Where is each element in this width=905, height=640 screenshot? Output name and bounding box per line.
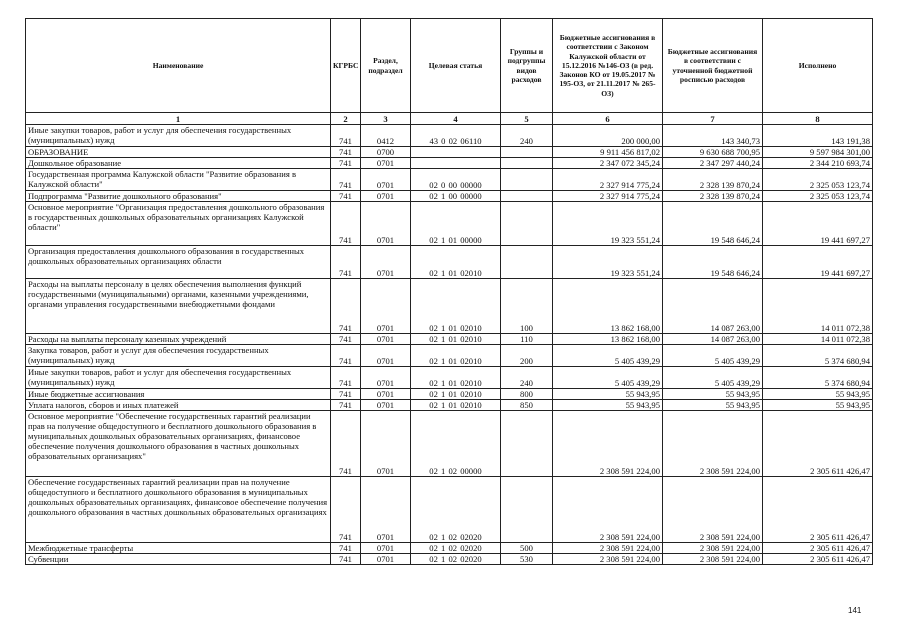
row-budget-law-cell: 9 911 456 817,02 [553, 147, 663, 158]
row-name-cell: Подпрограмма "Развитие дошкольного образования" [26, 191, 331, 202]
row-executed-cell: 143 191,38 [763, 125, 873, 147]
table-row [26, 345, 873, 367]
header-row [26, 19, 873, 113]
row-budget-refined-cell: 9 630 688 700,95 [663, 147, 763, 158]
row-budget-refined-cell: 2 308 591 224,00 [663, 543, 763, 554]
row-executed-cell: 2 325 053 123,74 [763, 169, 873, 191]
row-budget-law-cell: 55 943,95 [553, 400, 663, 411]
column-number: 1 [26, 113, 331, 125]
row-target-cell: 02 1 01 02010 [411, 334, 501, 345]
row-section-cell: 0701 [361, 279, 411, 334]
column-number: 3 [361, 113, 411, 125]
row-executed-cell: 9 597 984 301,00 [763, 147, 873, 158]
column-number: 4 [411, 113, 501, 125]
row-section-cell: 0701 [361, 543, 411, 554]
row-kgrbs-cell: 741 [331, 202, 361, 246]
column-number: 2 [331, 113, 361, 125]
row-name-cell: Дошкольное образование [26, 158, 331, 169]
row-budget-law-cell: 2 308 591 224,00 [553, 543, 663, 554]
row-executed-cell: 19 441 697,27 [763, 202, 873, 246]
column-number: 6 [553, 113, 663, 125]
row-name-cell: Расходы на выплаты персоналу в целях обеспечения выполнения функций государственными (муниципальными) органами, казенными учреждениями, органами управления государственными внебюджетными фондами [26, 279, 331, 334]
row-section-cell: 0412 [361, 125, 411, 147]
row-target-cell: 02 1 01 02010 [411, 400, 501, 411]
header-group: Группы и подгруппы видов расходов [501, 19, 553, 113]
row-executed-cell: 19 441 697,27 [763, 246, 873, 279]
row-budget-law-cell: 13 862 168,00 [553, 279, 663, 334]
table-row [26, 191, 873, 202]
row-kgrbs-cell: 741 [331, 411, 361, 477]
row-group-cell: 100 [501, 279, 553, 334]
row-group-cell: 240 [501, 367, 553, 389]
row-kgrbs-cell: 741 [331, 191, 361, 202]
row-name-cell: Иные закупки товаров, работ и услуг для обеспечения государственных (муниципальных) нужд [26, 125, 331, 147]
header-name: Наименование [26, 19, 331, 113]
row-budget-law-cell: 2 327 914 775,24 [553, 191, 663, 202]
row-target-cell: 02 1 02 02020 [411, 477, 501, 543]
column-number-row [26, 113, 873, 125]
row-budget-law-cell: 13 862 168,00 [553, 334, 663, 345]
row-budget-law-cell: 5 405 439,29 [553, 345, 663, 367]
row-budget-refined-cell: 5 405 439,29 [663, 367, 763, 389]
row-name-cell: Расходы на выплаты персоналу казенных учреждений [26, 334, 331, 345]
table-row [26, 367, 873, 389]
header-budget-law: Бюджетные ассигнования в соответствии с Законом Калужской области от 15.12.2016 №146-ОЗ (в ред. Законов КО от 19.05.2017 № 195-ОЗ, от 21.11.2017 № 265-ОЗ) [553, 19, 663, 113]
row-name-cell: Иные закупки товаров, работ и услуг для обеспечения государственных (муниципальных) нужд [26, 367, 331, 389]
row-budget-refined-cell: 55 943,95 [663, 400, 763, 411]
table-row [26, 147, 873, 158]
table-row [26, 543, 873, 554]
header-kgrbs: КГРБС [331, 19, 361, 113]
row-target-cell: 02 1 01 02010 [411, 279, 501, 334]
row-name-cell: Иные бюджетные ассигнования [26, 389, 331, 400]
row-budget-law-cell: 5 405 439,29 [553, 367, 663, 389]
row-executed-cell: 2 305 611 426,47 [763, 411, 873, 477]
row-budget-law-cell: 2 308 591 224,00 [553, 554, 663, 565]
row-kgrbs-cell: 741 [331, 477, 361, 543]
row-section-cell: 0701 [361, 191, 411, 202]
row-executed-cell: 5 374 680,94 [763, 367, 873, 389]
row-executed-cell: 55 943,95 [763, 400, 873, 411]
table-row [26, 411, 873, 477]
row-target-cell: 02 1 00 00000 [411, 191, 501, 202]
row-budget-refined-cell: 2 308 591 224,00 [663, 477, 763, 543]
table-row [26, 169, 873, 191]
row-budget-law-cell: 19 323 551,24 [553, 246, 663, 279]
row-group-cell: 800 [501, 389, 553, 400]
row-budget-refined-cell: 2 328 139 870,24 [663, 169, 763, 191]
header-section: Раздел, подраздел [361, 19, 411, 113]
table-row [26, 246, 873, 279]
row-executed-cell: 2 325 053 123,74 [763, 191, 873, 202]
row-name-cell: Организация предоставления дошкольного образования в государственных дошкольных образовательных организациях области [26, 246, 331, 279]
row-group-cell [501, 158, 553, 169]
row-group-cell [501, 191, 553, 202]
row-section-cell: 0701 [361, 202, 411, 246]
table-body [26, 125, 873, 565]
row-name-cell: Межбюджетные трансферты [26, 543, 331, 554]
row-budget-refined-cell: 143 340,73 [663, 125, 763, 147]
table-row [26, 334, 873, 345]
row-section-cell: 0701 [361, 400, 411, 411]
row-target-cell [411, 158, 501, 169]
row-budget-law-cell: 2 308 591 224,00 [553, 477, 663, 543]
row-section-cell: 0701 [361, 246, 411, 279]
row-kgrbs-cell: 741 [331, 279, 361, 334]
row-kgrbs-cell: 741 [331, 543, 361, 554]
row-group-cell [501, 169, 553, 191]
row-executed-cell: 2 305 611 426,47 [763, 477, 873, 543]
row-budget-refined-cell: 14 087 263,00 [663, 334, 763, 345]
row-section-cell: 0701 [361, 158, 411, 169]
row-name-cell: Обеспечение государственных гарантий реализации прав на получение общедоступного и бесплатного дошкольного образования в муниципальных дошкольных образовательных организациях, финансовое обеспечение получения дошкольного образования в частных дошкольных образовательных организациях [26, 477, 331, 543]
table-row [26, 554, 873, 565]
row-target-cell: 02 1 01 00000 [411, 202, 501, 246]
row-name-cell: Государственная программа Калужской области "Развитие образования в Калужской области" [26, 169, 331, 191]
column-number: 5 [501, 113, 553, 125]
row-budget-refined-cell: 19 548 646,24 [663, 246, 763, 279]
row-name-cell: Основное мероприятие "Организация предоставления дошкольного образования в государственных дошкольных образовательных организациях Калужской области" [26, 202, 331, 246]
row-executed-cell: 14 011 072,38 [763, 279, 873, 334]
table-row [26, 158, 873, 169]
table-row [26, 400, 873, 411]
row-group-cell: 110 [501, 334, 553, 345]
row-budget-refined-cell: 2 308 591 224,00 [663, 554, 763, 565]
row-target-cell: 02 1 02 02020 [411, 543, 501, 554]
row-group-cell [501, 202, 553, 246]
row-budget-law-cell: 200 000,00 [553, 125, 663, 147]
table-row [26, 477, 873, 543]
row-budget-refined-cell: 2 308 591 224,00 [663, 411, 763, 477]
header-executed: Исполнено [763, 19, 873, 113]
row-budget-refined-cell: 19 548 646,24 [663, 202, 763, 246]
header-budget-refined: Бюджетные ассигнования в соответствии с уточненной бюджетной росписью расходов [663, 19, 763, 113]
row-kgrbs-cell: 741 [331, 554, 361, 565]
row-section-cell: 0701 [361, 367, 411, 389]
row-target-cell: 02 1 01 02010 [411, 345, 501, 367]
row-group-cell: 530 [501, 554, 553, 565]
row-target-cell: 02 1 02 02020 [411, 554, 501, 565]
row-group-cell: 200 [501, 345, 553, 367]
row-budget-law-cell: 55 943,95 [553, 389, 663, 400]
row-budget-refined-cell: 2 328 139 870,24 [663, 191, 763, 202]
row-section-cell: 0701 [361, 345, 411, 367]
page-number: 141 [848, 606, 862, 615]
row-group-cell [501, 147, 553, 158]
table-row [26, 202, 873, 246]
row-budget-refined-cell: 5 405 439,29 [663, 345, 763, 367]
column-number: 7 [663, 113, 763, 125]
row-budget-refined-cell: 2 347 297 440,24 [663, 158, 763, 169]
row-section-cell: 0701 [361, 477, 411, 543]
row-kgrbs-cell: 741 [331, 367, 361, 389]
row-executed-cell: 2 305 611 426,47 [763, 554, 873, 565]
row-executed-cell: 55 943,95 [763, 389, 873, 400]
row-budget-law-cell: 19 323 551,24 [553, 202, 663, 246]
row-kgrbs-cell: 741 [331, 158, 361, 169]
row-section-cell: 0701 [361, 389, 411, 400]
row-name-cell: Уплата налогов, сборов и иных платежей [26, 400, 331, 411]
header-target: Целевая статья [411, 19, 501, 113]
row-budget-law-cell: 2 347 072 345,24 [553, 158, 663, 169]
row-group-cell: 500 [501, 543, 553, 554]
row-budget-law-cell: 2 308 591 224,00 [553, 411, 663, 477]
row-kgrbs-cell: 741 [331, 400, 361, 411]
table-row [26, 279, 873, 334]
row-section-cell: 0701 [361, 169, 411, 191]
row-kgrbs-cell: 741 [331, 345, 361, 367]
row-target-cell: 43 0 02 06110 [411, 125, 501, 147]
row-name-cell: Субвенции [26, 554, 331, 565]
row-executed-cell: 2 305 611 426,47 [763, 543, 873, 554]
row-group-cell [501, 411, 553, 477]
row-group-cell [501, 246, 553, 279]
row-group-cell: 240 [501, 125, 553, 147]
row-target-cell [411, 147, 501, 158]
column-number: 8 [763, 113, 873, 125]
table-row [26, 389, 873, 400]
row-section-cell: 0701 [361, 411, 411, 477]
row-target-cell: 02 1 01 02010 [411, 367, 501, 389]
row-target-cell: 02 1 01 02010 [411, 389, 501, 400]
row-section-cell: 0700 [361, 147, 411, 158]
row-kgrbs-cell: 741 [331, 125, 361, 147]
row-name-cell: Основное мероприятие "Обеспечение государственных гарантий реализации прав на получение общедоступного и бесплатного дошкольного образования в муниципальных дошкольных образовательных организациях, финансовое обеспечение получения дошкольного образования в частных дошкольных образовательных организациях" [26, 411, 331, 477]
row-target-cell: 02 1 01 02010 [411, 246, 501, 279]
row-group-cell [501, 477, 553, 543]
row-target-cell: 02 0 00 00000 [411, 169, 501, 191]
row-kgrbs-cell: 741 [331, 147, 361, 158]
row-budget-law-cell: 2 327 914 775,24 [553, 169, 663, 191]
row-kgrbs-cell: 741 [331, 246, 361, 279]
row-executed-cell: 14 011 072,38 [763, 334, 873, 345]
row-group-cell: 850 [501, 400, 553, 411]
row-executed-cell: 5 374 680,94 [763, 345, 873, 367]
row-section-cell: 0701 [361, 334, 411, 345]
row-kgrbs-cell: 741 [331, 334, 361, 345]
row-name-cell: Закупка товаров, работ и услуг для обеспечения государственных (муниципальных) нужд [26, 345, 331, 367]
row-budget-refined-cell: 55 943,95 [663, 389, 763, 400]
row-name-cell: ОБРАЗОВАНИЕ [26, 147, 331, 158]
budget-table [25, 18, 873, 565]
row-target-cell: 02 1 02 00000 [411, 411, 501, 477]
row-kgrbs-cell: 741 [331, 169, 361, 191]
row-executed-cell: 2 344 210 693,74 [763, 158, 873, 169]
row-section-cell: 0701 [361, 554, 411, 565]
row-kgrbs-cell: 741 [331, 389, 361, 400]
table-row [26, 125, 873, 147]
row-budget-refined-cell: 14 087 263,00 [663, 279, 763, 334]
